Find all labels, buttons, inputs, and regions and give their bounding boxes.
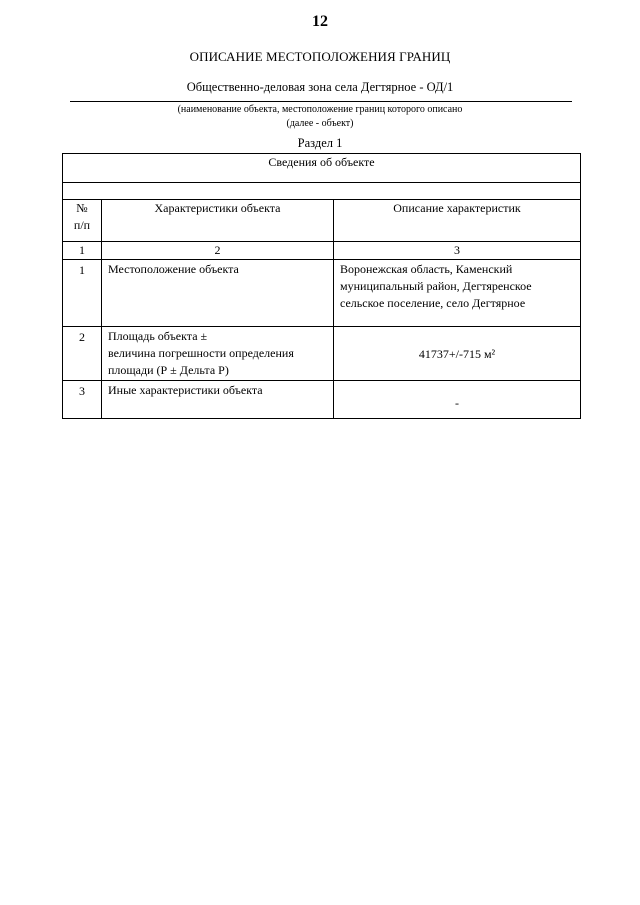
row-description-line: сельское поселение, село Дегтярное [340,296,526,310]
column-index-2: 2 [102,242,334,260]
document-title: ОПИСАНИЕ МЕСТОПОЛОЖЕНИЯ ГРАНИЦ [189,49,451,64]
table-column-index-row [63,242,581,260]
row-description-line: - [455,396,459,410]
row-description-line: 41737+/-715 м² [418,346,496,361]
object-caption-line-1: (наименование объекта, местоположение границ которого описано [177,104,463,115]
object-caption-line-2: (далее - объект) [286,118,354,129]
row-characteristic-line: величина погрешности определения [108,346,294,360]
table-empty-cell [63,183,581,200]
row-number: 2 [63,327,102,381]
page-number: 12 [312,13,328,30]
table-row [63,381,581,419]
row-characteristic-line: Местоположение объекта [108,262,239,276]
section-title: Раздел 1 [297,136,343,150]
row-description [334,381,581,419]
row-characteristic-line: Иные характеристики объекта [108,383,263,397]
column-header-description: Описание характеристик [334,200,581,242]
object-info-table [62,153,581,419]
row-description-line: муниципальный район, Дегтяренское [340,279,532,293]
column-header-number [63,200,102,242]
column-header-number-line-2: п/п [73,218,91,232]
column-index-1: 1 [63,242,102,260]
row-description [334,260,581,327]
row-characteristic [102,327,334,381]
table-empty-row [63,183,581,200]
object-name-underline [70,101,572,102]
object-name: Общественно-деловая зона села Дегтярное - ОД/1 [186,80,454,94]
row-description-line: Воронежская область, Каменский [340,262,513,276]
column-header-characteristics: Характеристики объекта [102,200,334,242]
row-number: 3 [63,381,102,419]
table-column-header-row [63,200,581,242]
table-header-row [63,154,581,183]
table-row [63,327,581,381]
table-row [63,260,581,327]
row-characteristic-line: площади (Р ± Дельта Р) [108,363,229,377]
row-number: 1 [63,260,102,327]
row-characteristic [102,381,334,419]
row-description [334,327,581,381]
column-header-number-line-1: № [76,201,88,215]
row-characteristic-line: Площадь объекта ± [108,329,208,343]
table-header: Сведения об объекте [63,154,581,183]
column-index-3: 3 [334,242,581,260]
row-characteristic [102,260,334,327]
